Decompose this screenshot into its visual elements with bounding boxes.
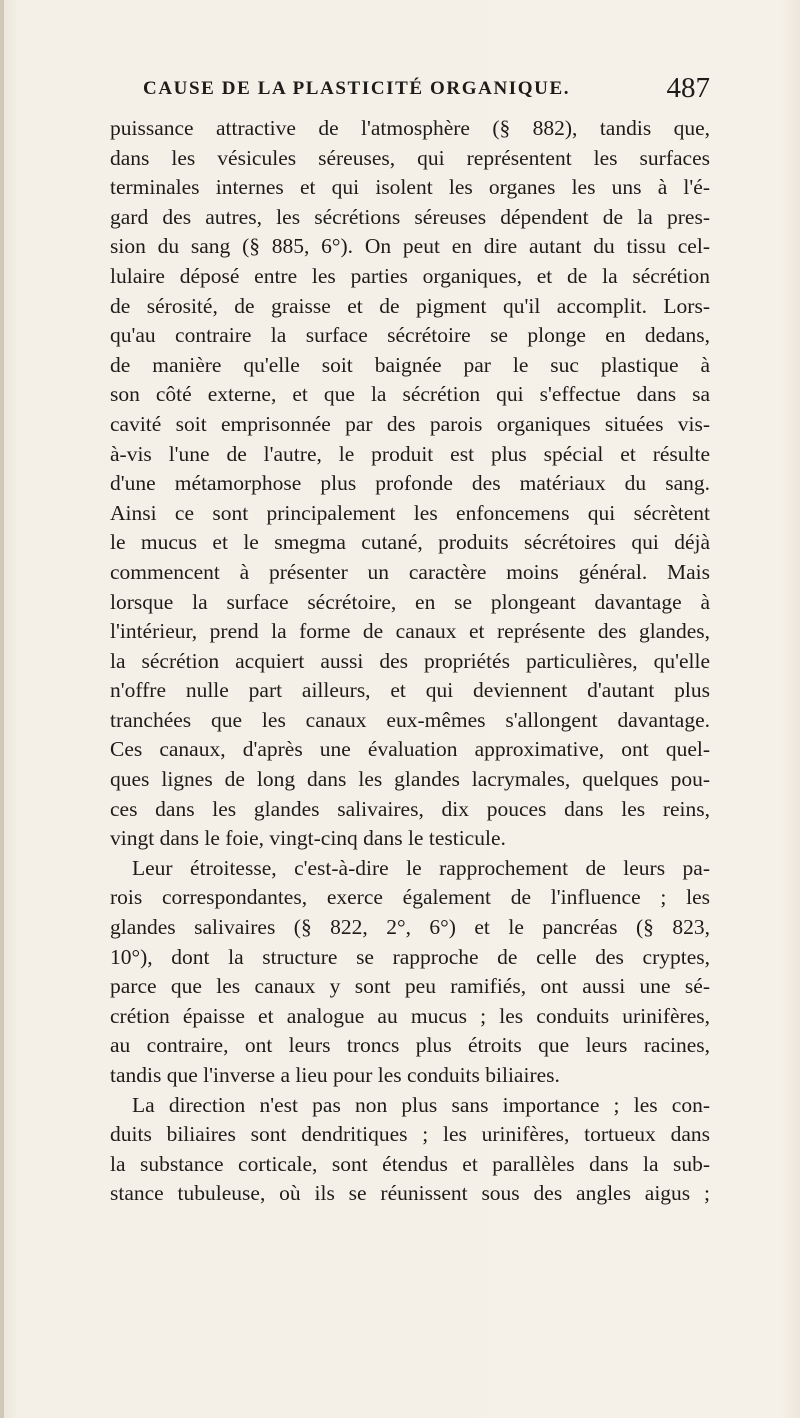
text-line: n'offre nulle part ailleurs, et qui deviennent d'autant plus <box>110 678 710 703</box>
text-line: ques lignes de long dans les glandes lacrymales, quelques pou- <box>110 767 710 792</box>
text-line: qu'au contraire la surface sécrétoire se plonge en dedans, <box>110 323 710 348</box>
text-line: lulaire déposé entre les parties organiques, et de la sécrétion <box>110 263 710 288</box>
text-line: stance tubuleuse, où ils se réunissent sous des angles aigus ; <box>110 1181 710 1206</box>
running-head: CAUSE DE LA PLASTICITÉ ORGANIQUE. <box>143 78 571 99</box>
text-line: crétion épaisse et analogue au mucus ; les conduits urinifères, <box>110 1003 710 1028</box>
text-line: l'intérieur, prend la forme de canaux et représente des glandes, <box>110 619 710 644</box>
text-line: duits biliaires sont dendritiques ; les urinifères, tortueux dans <box>110 1122 710 1147</box>
text-line: rois correspondantes, exerce également de l'influence ; les <box>110 885 710 910</box>
page-header <box>100 72 710 112</box>
text-line: vingt dans le foie, vingt-cinq dans le testicule. <box>110 826 506 851</box>
text-line: le mucus et le smegma cutané, produits sécrétoires qui déjà <box>110 530 710 555</box>
text-line: ces dans les glandes salivaires, dix pouces dans les reins, <box>110 796 710 821</box>
text-line: Ces canaux, d'après une évaluation approximative, ont quel- <box>110 737 710 762</box>
text-line: de sérosité, de graisse et de pigment qu'il accomplit. Lors- <box>110 293 710 318</box>
paragraph-start-line: Leur étroitesse, c'est-à-dire le rapprochement de leurs pa- <box>132 855 710 880</box>
text-line: d'une métamorphose plus profonde des matériaux du sang. <box>110 471 710 496</box>
text-line: sion du sang (§ 885, 6°). On peut en dire autant du tissu cel- <box>110 234 710 259</box>
text-line: dans les vésicules séreuses, qui représentent les surfaces <box>110 145 710 170</box>
text-line: 10°), dont la structure se rapproche de celle des cryptes, <box>110 944 710 969</box>
page-number: 487 <box>666 72 710 104</box>
text-line: terminales internes et qui isolent les organes les uns à l'é- <box>110 175 710 200</box>
text-line: Ainsi ce sont principalement les enfoncemens qui sécrètent <box>110 500 710 525</box>
text-line: cavité soit emprisonnée par des parois organiques situées vis- <box>110 411 710 436</box>
body-text <box>110 114 710 1209</box>
page-edge <box>0 0 4 1418</box>
text-line: la sécrétion acquiert aussi des propriétés particulières, qu'elle <box>110 648 710 673</box>
text-line: son côté externe, et que la sécrétion qui s'effectue dans sa <box>110 382 710 407</box>
text-line: glandes salivaires (§ 822, 2°, 6°) et le pancréas (§ 823, <box>110 915 710 940</box>
text-line: puissance attractive de l'atmosphère (§ 882), tandis que, <box>110 116 710 140</box>
text-line: parce que les canaux y sont peu ramifiés, ont aussi une sé- <box>110 974 710 999</box>
text-line: à-vis l'une de l'autre, le produit est plus spécial et résulte <box>110 441 710 466</box>
text-line: au contraire, ont leurs troncs plus étroits que leurs racines, <box>110 1033 710 1058</box>
text-line: commencent à présenter un caractère moins général. Mais <box>110 559 710 584</box>
text-line: lorsque la surface sécrétoire, en se plongeant davantage à <box>110 589 710 614</box>
text-line: gard des autres, les sécrétions séreuses dépendent de la pres- <box>110 204 710 229</box>
text-line: tranchées que les canaux eux-mêmes s'allongent davantage. <box>110 707 710 732</box>
paragraph-start-line: La direction n'est pas non plus sans importance ; les con- <box>132 1092 710 1117</box>
text-line: la substance corticale, sont étendus et parallèles dans la sub- <box>110 1151 710 1176</box>
text-line: tandis que l'inverse a lieu pour les conduits biliaires. <box>110 1063 560 1087</box>
text-line: de manière qu'elle soit baignée par le suc plastique à <box>110 352 710 377</box>
